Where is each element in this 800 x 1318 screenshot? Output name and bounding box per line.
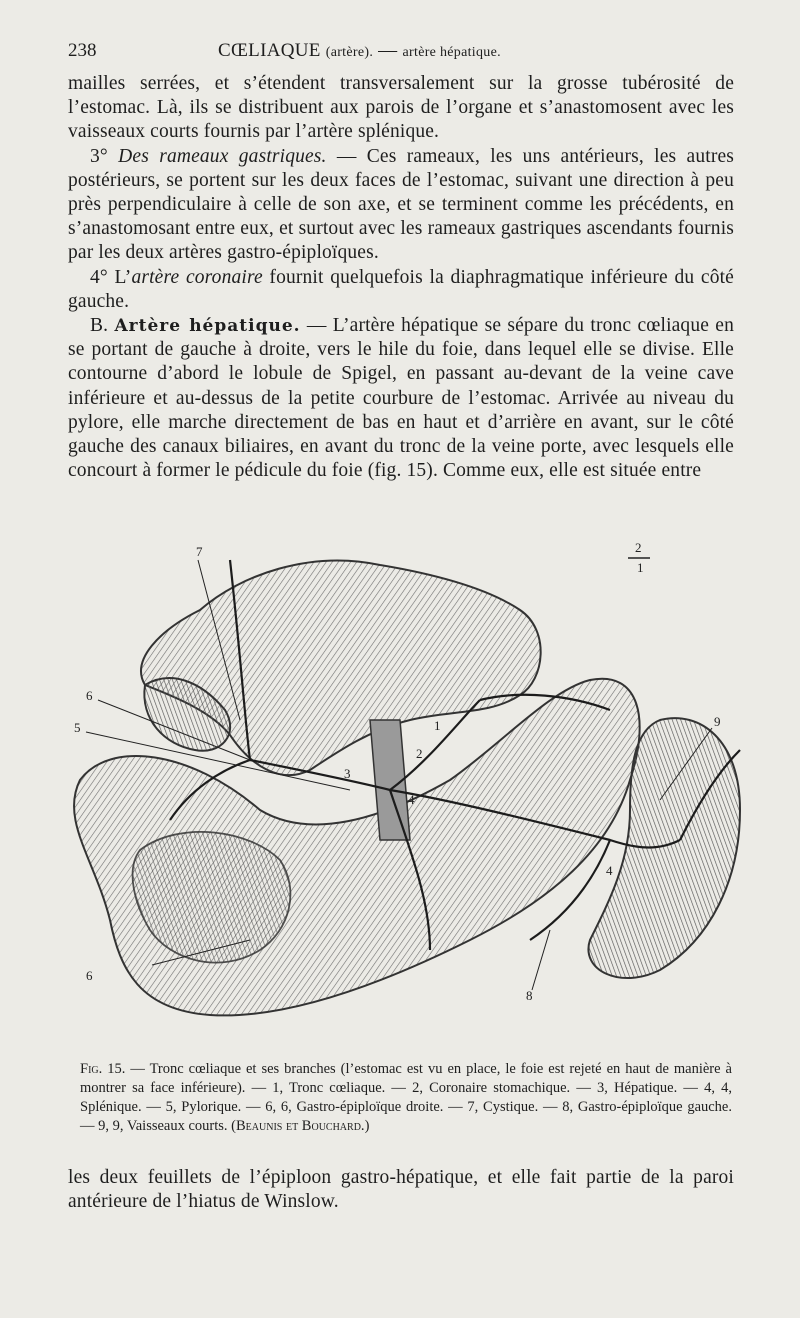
body-text-top: [68, 72, 734, 483]
paragraph-2-number: 3°: [90, 145, 108, 167]
paragraph-3: [68, 266, 734, 314]
running-title-main: CŒLIAQUE: [218, 40, 321, 61]
label-4-right: 4: [606, 863, 613, 878]
paragraph-2: [68, 145, 734, 266]
page-header: [68, 40, 734, 68]
caption-credit: Beaunis et Bouchard.: [236, 1118, 365, 1134]
paragraph-3-title: artère coronaire: [131, 266, 263, 288]
paragraph-5: les deux feuillets de l’épiploon gastro-hépatique, et elle fait partie de la paroi antérieure de l’hiatus de Winslow.: [68, 1167, 734, 1213]
label-8: 8: [526, 988, 533, 1003]
label-6-bottom: 6: [86, 968, 93, 983]
anatomical-figure: [50, 520, 750, 1060]
paragraph-4-label: B.: [90, 315, 115, 337]
running-title-dash: —: [373, 40, 403, 61]
caption-fig-label: Fig. 15.: [80, 1061, 126, 1077]
paragraph-3-number: 4°: [90, 266, 108, 288]
paragraph-1: mailles serrées, et s’étendent transversalement sur la grosse tubérosité de l’estomac. Là, ils se distribuent aux parois de l’organe et s’anastomosent avec les vaisseaux courts fournis par l’artère splénique.: [68, 73, 734, 143]
label-2: 2: [416, 746, 423, 761]
caption-text: — Tronc cœliaque et ses branches (l’estomac est vu en place, le foie est rejeté en haut de manière à montrer sa face inférieure). — 1, Tronc cœliaque. — 2, Coronaire stomachique. — 3, Hépatique. — 4, 4, Splénique. — 5, Pylorique. — 6, 6, Gastro-épiploïque droite. — 7, Cystique. — 8, Gastro-épiploïque gauche. — 9, 9, Vaisseaux courts. (: [80, 1061, 732, 1134]
paragraph-2-title: Des rameaux gastriques.: [118, 145, 327, 167]
label-7: 7: [196, 544, 203, 559]
paragraph-2-text: — Ces rameaux, les uns antérieurs, les autres postérieurs, se portent sur les deux faces de l’estomac, suivant une direction à peu près perpendiculaire à celle de son axe, et se terminent comme les précédents, en s’anastomosant entre eux, et surtout avec les rameaux gastriques ascendants fournis par les deux artères gastro-épiploïques.: [68, 145, 735, 264]
paragraph-4-text: — L’artère hépatique se sépare du tronc cœliaque en se portant de gauche à droite, vers le hile du foie, dans lequel elle se divise. Elle contourne d’abord le lobule de Spigel, en passant au-devant de la veine cave inférieure et au-dessus de la petite courbure de l’estomac. Arrivée au niveau du pylore, elle marche directement de bas en haut et d’arrière en avant, sur le côté gauche des canaux biliaires, en avant du tronc de la veine porte, avec lesquels elle concourt à former le pédicule du foie (fig. 15). Comme eux, elle est située entre: [68, 315, 735, 482]
paragraph-4: [68, 314, 734, 483]
body-text-bottom: [68, 1166, 734, 1214]
scale-bottom: 1: [637, 560, 644, 575]
running-title: [218, 40, 501, 62]
label-1: 1: [434, 718, 441, 733]
label-9: 9: [714, 714, 721, 729]
figure-illustration: [50, 520, 750, 1060]
paragraph-3-pre: L’: [107, 266, 132, 288]
label-3: 3: [344, 766, 351, 781]
scale-top: 2: [635, 540, 642, 555]
label-4-left: 4: [408, 792, 415, 807]
paragraph-3-text: fournit quelquefois la diaphragmatique inférieure du côté gauche.: [68, 266, 734, 312]
caption-close: ): [364, 1118, 370, 1134]
figure-caption: [80, 1060, 732, 1136]
label-6-top: 6: [86, 688, 93, 703]
running-title-right: artère hépatique.: [402, 45, 501, 60]
running-title-sub: (artère).: [325, 45, 374, 60]
paragraph-4-title: Artère hépatique.: [114, 316, 301, 337]
label-5: 5: [74, 720, 81, 735]
page-number: 238: [68, 40, 97, 61]
